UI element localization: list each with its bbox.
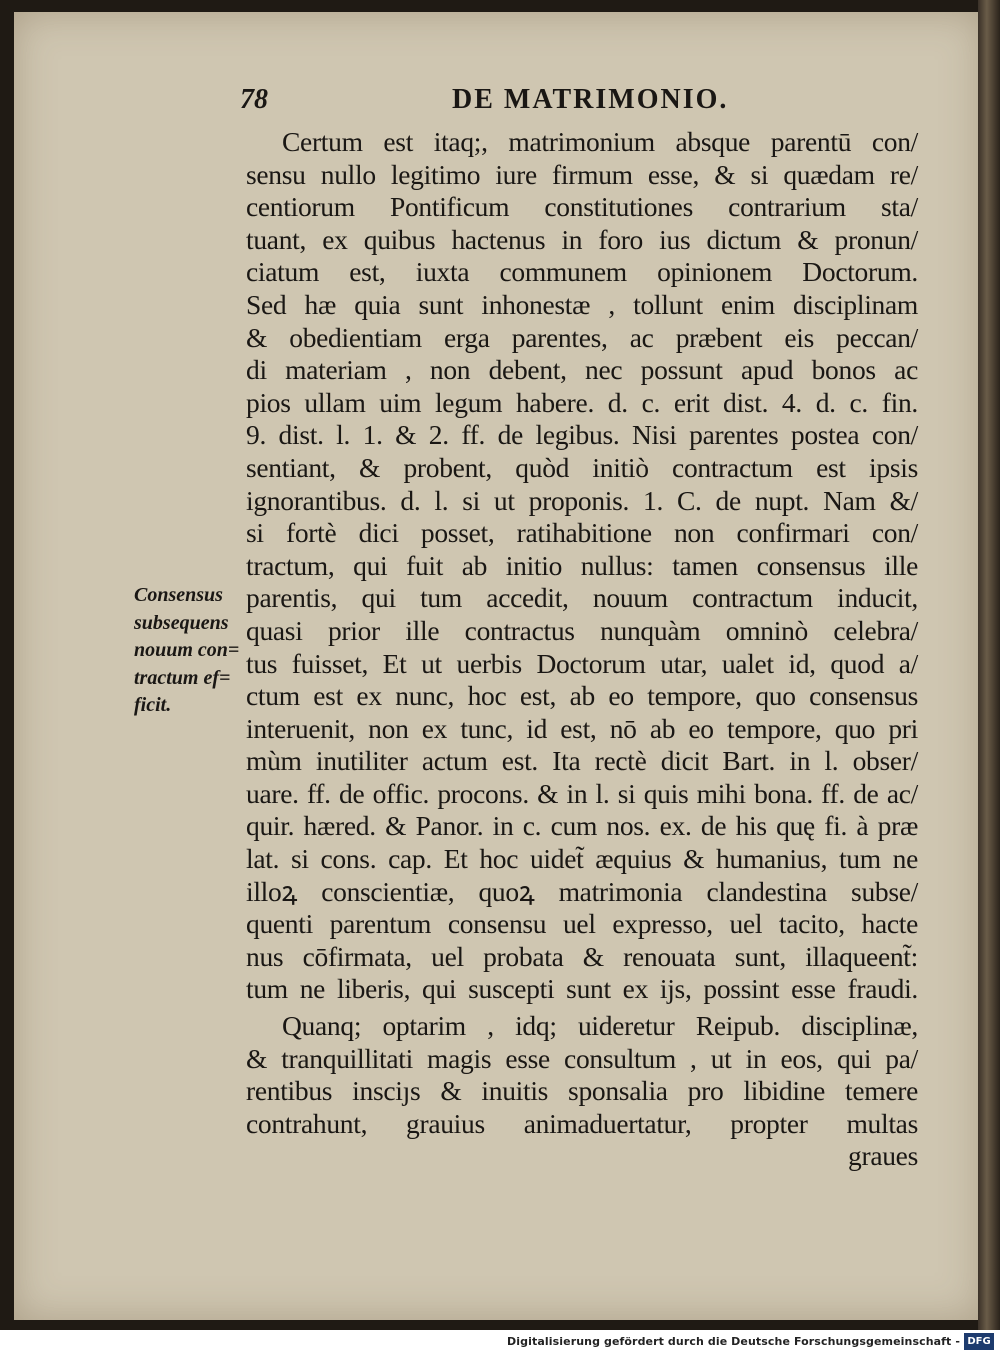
text-line <box>246 289 918 322</box>
page-header <box>240 84 940 120</box>
text-line <box>246 810 918 843</box>
text-line-content: si fortè dici posset, ratihabitione non confirmari con/ <box>246 517 918 549</box>
text-line-content: ignorantibus. d. l. si ut proponis. 1. C. de nupt. Nam &/ <box>246 484 918 516</box>
text-line <box>246 615 918 648</box>
text-line-content: tus fuisset, Et ut uerbis Doctorum utar, ualet id, quod a/ <box>246 647 918 679</box>
text-line-content: rentibus insciȷs & inuitis sponsalia pro libidine temere <box>246 1075 918 1107</box>
text-line <box>246 322 918 355</box>
text-line-content: Certum est itaq;, matrimonium absque parentū con/ <box>282 126 918 157</box>
footer-bar <box>0 1330 1000 1354</box>
text-line-content: tum ne liberis, qui suscepti sunt ex ijs, possint esse fraudi. <box>246 973 918 1005</box>
text-line-content: pios ullam uim legum habere. d. c. erit dist. 4. d. c. fin. <box>246 386 918 418</box>
text-line <box>246 387 918 420</box>
text-line <box>246 419 918 452</box>
text-line <box>246 778 918 811</box>
text-line-content: Sed hæ quia sunt inhonestæ , tollunt enim disciplinam <box>246 288 918 320</box>
text-line-content: di materiam , non debent, nec possunt apud bonos ac <box>246 354 918 386</box>
text-line <box>246 582 918 615</box>
text-line-content: tractum, qui fuit ab initio nullus: tamen consensus ille <box>246 549 918 581</box>
text-line <box>246 159 918 192</box>
text-line-content: 9. dist. l. 1. & 2. ff. de legibus. Nisi parentes postea con/ <box>246 419 918 451</box>
text-line-content: & obedientiam erga parentes, ac præbent eis peccan/ <box>246 321 918 353</box>
text-line-content: Quanq; optarim , idq; uideretur Reipub. disciplinæ, <box>282 1010 918 1042</box>
text-line <box>246 354 918 387</box>
catchword-line <box>246 1140 918 1173</box>
text-line-content: parentis, qui tum accedit, nouum contractum inducit, <box>246 582 918 614</box>
text-line-content: ctum est ex nunc, hoc est, ab eo tempore, quo consensus <box>246 680 918 712</box>
text-line-content: quenti parentum consensu uel expresso, uel tacito, hacte <box>246 908 918 940</box>
text-line <box>246 1010 918 1043</box>
page-edge <box>978 0 1000 1330</box>
marginal-note-line: tractum ef= <box>134 666 231 689</box>
marginal-note-line: nouum con= <box>134 639 240 661</box>
text-line <box>246 191 918 224</box>
text-line <box>246 1043 918 1076</box>
text-line-content: & tranquillitati magis esse consultum , ut in eos, qui pa/ <box>246 1042 918 1074</box>
text-line-content: centiorum Pontificum constitutiones contrarium sta/ <box>246 191 918 223</box>
text-line <box>246 713 918 746</box>
text-line <box>246 843 918 876</box>
text-line <box>246 517 918 550</box>
marginal-note <box>134 582 246 720</box>
text-line <box>246 550 918 583</box>
text-line <box>246 452 918 485</box>
text-line <box>246 256 918 289</box>
marginal-note-line: Consensus <box>134 584 223 606</box>
text-line <box>246 941 918 974</box>
text-line-content: nus cōfirmata, uel probata & renouata sunt, illaqueent̃: <box>246 940 918 972</box>
dfg-logo-icon: DFG <box>964 1333 994 1350</box>
text-line <box>246 973 918 1006</box>
text-line-content: lat. si cons. cap. Et hoc uidet̃ æquius & humanius, tum ne <box>246 843 918 875</box>
funding-credit: Digitalisierung gefördert durch die Deutsche Forschungsgemeinschaft - <box>507 1335 960 1348</box>
text-line <box>246 224 918 257</box>
text-line <box>246 745 918 778</box>
text-line <box>246 126 918 159</box>
text-line <box>246 908 918 941</box>
text-line <box>246 680 918 713</box>
text-line <box>246 1075 918 1108</box>
text-line <box>246 648 918 681</box>
catchword: graues <box>848 1140 918 1172</box>
page-number: 78 <box>240 84 268 115</box>
body-text <box>246 126 918 1173</box>
text-line-content: uare. ff. de offic. procons. & in l. si quis mihi bona. ff. de ac/ <box>246 777 918 809</box>
text-line-content: quasi prior ille contractus nunquàm omninò celebra/ <box>246 614 918 646</box>
text-line <box>246 1108 918 1141</box>
text-line <box>246 485 918 518</box>
text-line-content: illoꝝ conscientiæ, quoꝝ matrimonia clandestina subse/ <box>246 875 918 907</box>
marginal-note-line: ficit. <box>134 694 172 716</box>
running-title: DE MATRIMONIO. <box>452 84 729 115</box>
text-line-content: sensu nullo legitimo iure firmum esse, & si quædam re/ <box>246 158 918 190</box>
text-line-content: ciatum est, iuxta communem opinionem Doctorum. <box>246 256 918 288</box>
text-line-content: mùm inutiliter actum est. Ita rectè dicit Bart. in l. obser/ <box>246 745 918 777</box>
marginal-note-line: subsequens <box>134 611 229 634</box>
text-line-content: tuant, ex quibus hactenus in foro ius dictum & pronun/ <box>246 223 918 255</box>
text-line-content: interuenit, non ex tunc, id est, nō ab eo tempore, quo pri <box>246 712 918 744</box>
text-line-content: sentiant, & probent, quòd initiò contractum est ipsis <box>246 451 918 483</box>
text-line <box>246 876 918 909</box>
text-line-content: quir. hæred. & Panor. in c. cum nos. ex. de his quę fi. à præ <box>246 810 918 842</box>
text-line-content: contrahunt, grauius animaduertatur, propter multas <box>246 1107 918 1139</box>
